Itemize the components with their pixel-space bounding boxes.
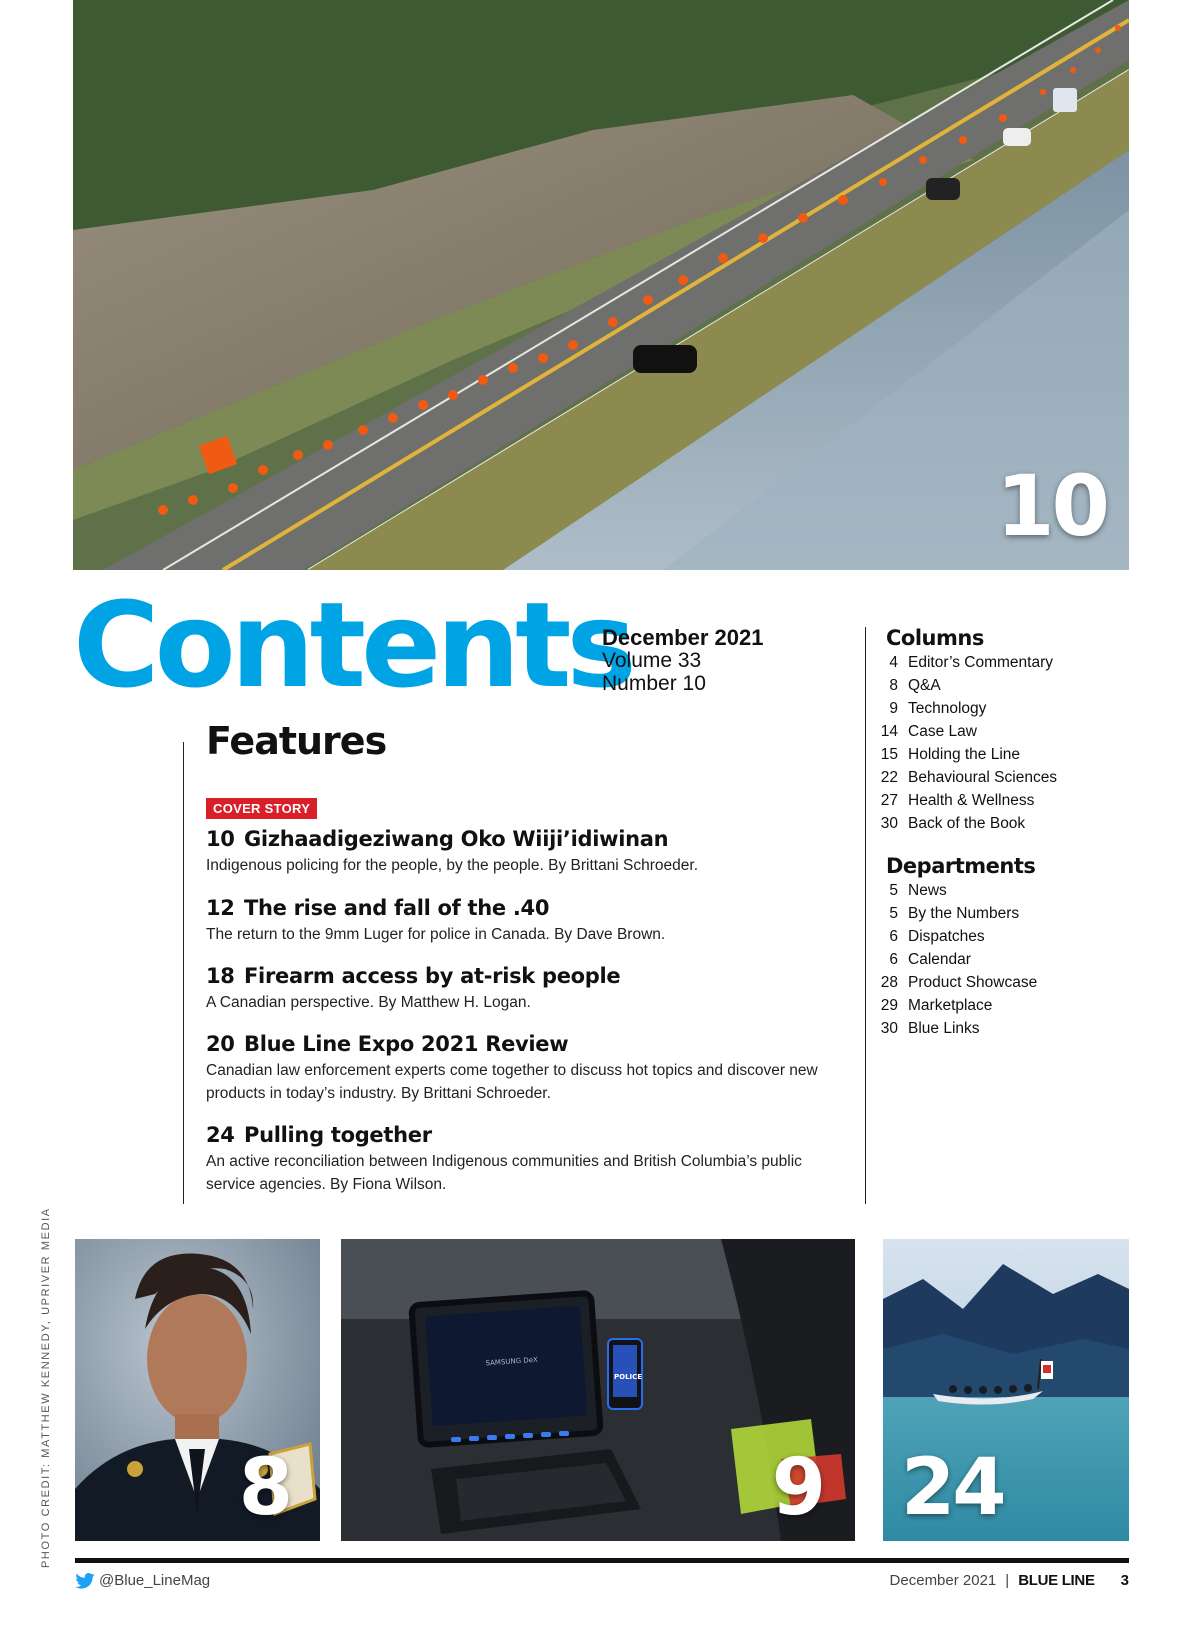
column-label: Back of the Book: [908, 815, 1026, 832]
twitter-handle: @Blue_LineMag: [99, 1572, 211, 1589]
feature-page: 20: [206, 1032, 235, 1056]
column-page: 22: [880, 769, 898, 786]
feature-item[interactable]: [206, 1031, 846, 1105]
cover-story-badge: COVER STORY: [206, 798, 317, 819]
hero-photo: [73, 0, 1129, 570]
phone-screen-text: POLICE: [614, 1373, 643, 1381]
feature-item[interactable]: [206, 963, 846, 1014]
department-label: Marketplace: [908, 997, 993, 1014]
features-divider: [183, 742, 184, 1204]
issue-volume: Volume 33: [602, 649, 702, 672]
department-page: 6: [889, 951, 898, 968]
footer-brand: BLUE LINE: [1018, 1572, 1095, 1589]
feature-page: 10: [206, 827, 235, 851]
columns-item[interactable]: [868, 743, 1057, 766]
feature-title: Blue Line Expo 2021 Review: [244, 1032, 569, 1056]
tablet-screen-text: SAMSUNG DeX: [485, 1355, 539, 1368]
feature-page: 12: [206, 896, 235, 920]
departments-item[interactable]: [868, 879, 1037, 902]
column-label: Q&A: [908, 677, 941, 694]
column-label: Holding the Line: [908, 746, 1021, 763]
tablet-page-number: 9: [771, 1443, 823, 1533]
photo-in-car-tablet[interactable]: [341, 1239, 855, 1541]
feature-title: Gizhaadigeziwang Oko Wiiji’idiwinan: [244, 827, 669, 851]
column-page: 4: [889, 654, 898, 671]
department-label: Dispatches: [908, 928, 985, 945]
footer-issue: [890, 1572, 1129, 1589]
feature-item[interactable]: [206, 826, 846, 877]
hero-march-illustration: [73, 0, 1129, 570]
issue-number: Number 10: [602, 672, 706, 695]
column-label: Case Law: [908, 723, 977, 740]
departments-list: [868, 879, 1037, 1040]
columns-item[interactable]: [868, 674, 1057, 697]
column-label: Editor’s Commentary: [908, 654, 1054, 671]
department-page: 28: [880, 974, 898, 991]
columns-item[interactable]: [868, 651, 1057, 674]
page-title: Contents: [73, 576, 632, 714]
department-page: 30: [880, 1020, 898, 1037]
photo-canoe[interactable]: [883, 1239, 1129, 1541]
footer-separator: |: [1005, 1572, 1010, 1589]
sidebar-divider: [865, 627, 866, 1204]
column-page: 8: [889, 677, 898, 694]
columns-item[interactable]: [868, 789, 1057, 812]
departments-heading: Departments: [886, 854, 1036, 878]
column-page: 14: [880, 723, 898, 740]
columns-list: [868, 651, 1057, 835]
canoe-page-number: 24: [901, 1443, 1004, 1533]
portrait-page-number: 8: [238, 1443, 290, 1533]
footer-date: December 2021: [889, 1572, 997, 1589]
column-page: 15: [880, 746, 898, 763]
twitter-bird-icon: [75, 1573, 95, 1589]
feature-title: The rise and fall of the .40: [244, 896, 550, 920]
feature-description: Indigenous policing for the people, by the people. By Brittani Schroeder.: [206, 857, 699, 874]
feature-title: Firearm access by at-risk people: [244, 964, 621, 988]
photo-credit: PHOTO CREDIT: MATTHEW KENNEDY, UPRIVER MEDIA: [40, 1207, 52, 1568]
columns-item[interactable]: [868, 697, 1057, 720]
twitter-link[interactable]: [75, 1572, 210, 1589]
column-label: Technology: [908, 700, 987, 717]
footer-divider: [75, 1558, 1129, 1563]
departments-item[interactable]: [868, 971, 1037, 994]
column-page: 30: [880, 815, 898, 832]
departments-item[interactable]: [868, 948, 1037, 971]
feature-description: Canadian law enforcement experts come together to discuss hot topics and discover new products in today’s industry. By Brittani Schroeder.: [206, 1062, 818, 1102]
hero-page-number: 10: [996, 457, 1107, 555]
feature-page: 24: [206, 1123, 235, 1147]
department-page: 6: [889, 928, 898, 945]
feature-description: An active reconciliation between Indigenous communities and British Columbia’s public service agencies. By Fiona Wilson.: [206, 1153, 802, 1193]
feature-item[interactable]: [206, 895, 846, 946]
column-page: 27: [880, 792, 898, 809]
feature-page: 18: [206, 964, 235, 988]
department-page: 29: [880, 997, 898, 1014]
department-page: 5: [889, 905, 898, 922]
photo-portrait[interactable]: [75, 1239, 320, 1541]
columns-item[interactable]: [868, 766, 1057, 789]
features-heading: Features: [206, 719, 387, 763]
department-label: Product Showcase: [908, 974, 1038, 991]
departments-item[interactable]: [868, 902, 1037, 925]
feature-description: A Canadian perspective. By Matthew H. Logan.: [206, 994, 531, 1011]
departments-item[interactable]: [868, 925, 1037, 948]
footer-page-number: 3: [1120, 1572, 1129, 1589]
department-label: Blue Links: [908, 1020, 980, 1037]
issue-date: December 2021: [602, 625, 764, 650]
column-page: 9: [889, 700, 898, 717]
departments-item[interactable]: [868, 1017, 1037, 1040]
departments-item[interactable]: [868, 994, 1037, 1017]
department-label: Calendar: [908, 951, 971, 968]
columns-item[interactable]: [868, 720, 1057, 743]
column-label: Behavioural Sciences: [908, 769, 1058, 786]
feature-description: The return to the 9mm Luger for police in Canada. By Dave Brown.: [206, 926, 666, 943]
department-label: By the Numbers: [908, 905, 1020, 922]
feature-item[interactable]: [206, 1122, 846, 1196]
department-label: News: [908, 882, 947, 899]
department-page: 5: [889, 882, 898, 899]
issue-info: [602, 626, 763, 695]
feature-title: Pulling together: [244, 1123, 432, 1147]
columns-heading: Columns: [886, 626, 984, 650]
column-label: Health & Wellness: [908, 792, 1035, 809]
columns-item[interactable]: [868, 812, 1057, 835]
